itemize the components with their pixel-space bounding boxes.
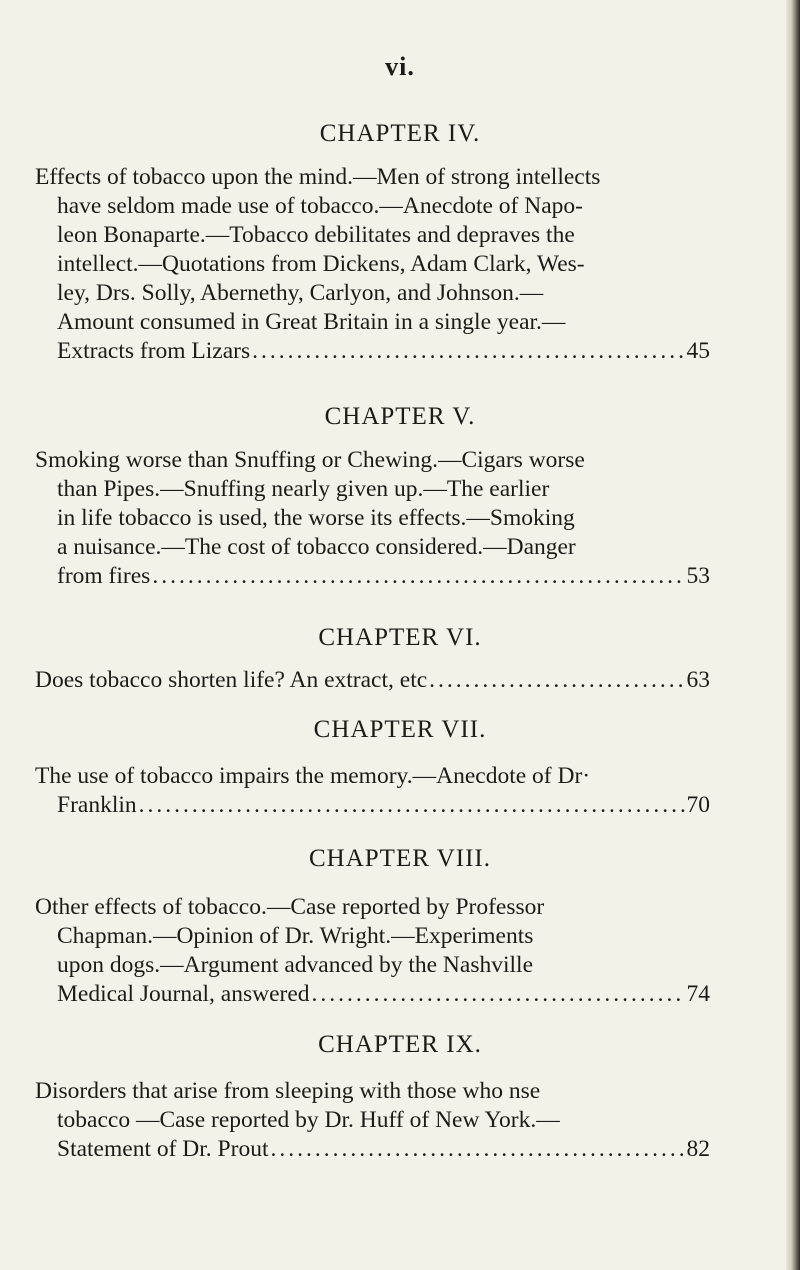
chapter-summary (35, 666, 710, 695)
summary-line: tobacco —Case reported by Dr. Huff of New York.— (57, 1107, 560, 1133)
summary-line: Effects of tobacco upon the mind.—Men of strong intellects (35, 164, 601, 190)
summary-last-line: Extracts from Lizars (57, 338, 251, 364)
chapter-heading: CHAPTER VII. (313, 716, 487, 743)
page-number: vi. (385, 52, 415, 81)
chapter-summary (35, 163, 710, 366)
chapter-summary (35, 893, 710, 1009)
toc-leader-line (35, 337, 710, 366)
page-reference: 82 (686, 1136, 710, 1162)
chapter-summary (35, 446, 710, 591)
dot-leader (312, 980, 685, 1009)
page-reference: 53 (686, 563, 710, 589)
page-reference: 70 (686, 792, 710, 818)
dot-leader (429, 666, 684, 695)
summary-line: than Pipes.—Snuffing nearly given up.—The earlier (57, 476, 550, 502)
summary-line: Smoking worse than Snuffing or Chewing.—Cigars worse (35, 447, 585, 473)
chapter-heading: CHAPTER VIII. (309, 845, 491, 872)
summary-line: upon dogs.—Argument advanced by the Nashville (57, 952, 534, 978)
summary-last-line: Does tobacco shorten life? An extract, etc (35, 667, 428, 693)
toc-leader-line (35, 980, 710, 1009)
summary-last-line: Franklin (57, 792, 137, 818)
page-reference: 74 (686, 981, 710, 1007)
summary-last-line: Statement of Dr. Prout (57, 1136, 269, 1162)
summary-line: Other effects of tobacco.—Case reported by Professor (35, 894, 545, 920)
summary-last-line: from fires (57, 563, 151, 589)
chapter-heading: CHAPTER VI. (318, 624, 482, 651)
chapter-heading: CHAPTER IX. (318, 1031, 482, 1058)
summary-last-line: Medical Journal, answered (57, 981, 310, 1007)
summary-line: Amount consumed in Great Britain in a single year.— (57, 309, 566, 335)
summary-line: a nuisance.—The cost of tobacco considered.—Danger (57, 534, 576, 560)
summary-line: Chapman.—Opinion of Dr. Wright.—Experiments (57, 923, 534, 949)
summary-line: The use of tobacco impairs the memory.—Anecdote of Dr· (35, 763, 591, 789)
chapter-summary (35, 1077, 710, 1164)
summary-line: in life tobacco is used, the worse its effects.—Smoking (57, 505, 575, 531)
toc-leader-line (35, 1135, 710, 1164)
dot-leader (139, 791, 685, 820)
dot-leader (152, 562, 684, 591)
summary-line: leon Bonaparte.—Tobacco debilitates and depraves the (57, 222, 575, 248)
page-reference: 45 (686, 338, 710, 364)
summary-line: ley, Drs. Solly, Abernethy, Carlyon, and Johnson.— (57, 280, 544, 306)
page-reference: 63 (686, 667, 710, 693)
toc-leader-line (35, 791, 710, 820)
toc-leader-line (35, 666, 710, 695)
summary-line: have seldom made use of tobacco.—Anecdote of Napo- (57, 193, 583, 219)
summary-line: intellect.—Quotations from Dickens, Adam Clark, Wes- (57, 251, 585, 277)
dot-leader (270, 1135, 684, 1164)
toc-leader-line (35, 562, 710, 591)
dot-leader (252, 337, 684, 366)
chapter-summary (35, 762, 710, 820)
chapter-heading: CHAPTER V. (324, 403, 476, 430)
summary-line: Disorders that arise from sleeping with those who nse (35, 1078, 541, 1104)
chapter-heading: CHAPTER IV. (319, 120, 481, 147)
